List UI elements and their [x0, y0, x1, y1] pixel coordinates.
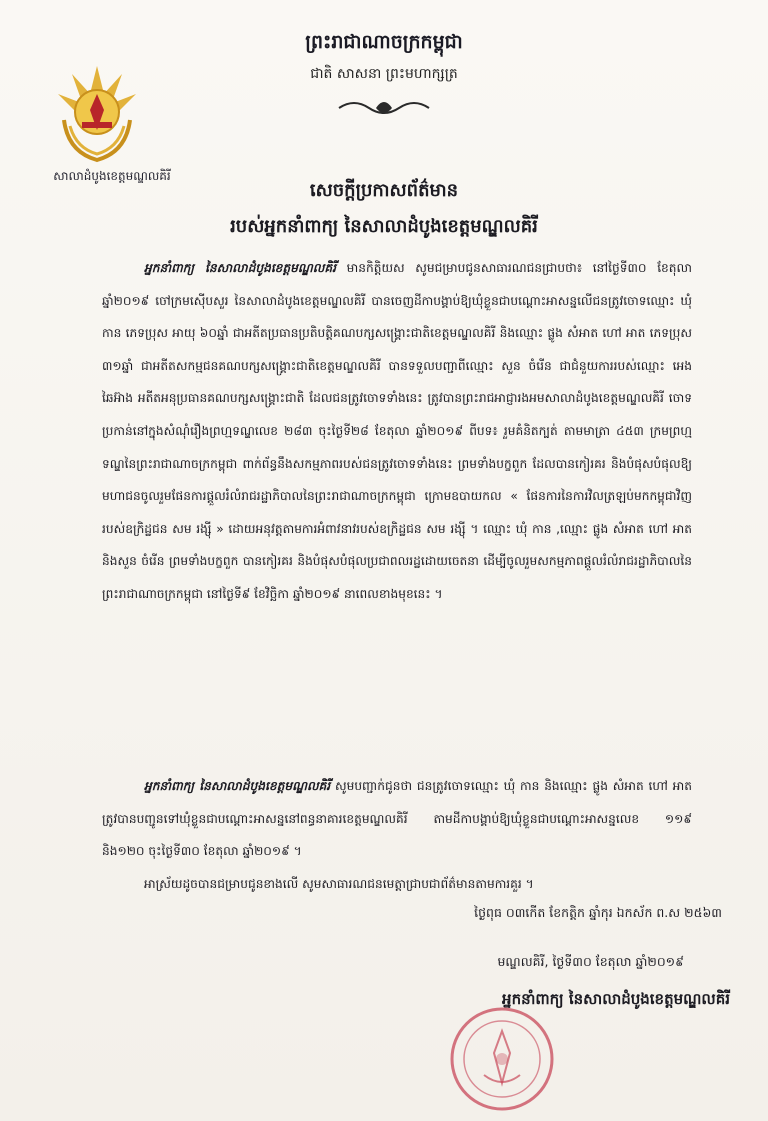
paragraph-3-text: អាស្រ័យដូចបានជម្រាបជូនខាងលើ សូមសាធារណជនមេត្តាជ្រាបជាព័ត៌មានតាមការគួរ ។ [144, 877, 534, 891]
document-subtitle: របស់អ្នកនាំពាក្យ នៃសាលាដំបូងខេត្តមណ្ឌលគិរី [230, 216, 538, 237]
signer-title: អ្នកនាំពាក្យ នៃសាលាដំបូងខេត្តមណ្ឌលគិរី [502, 990, 730, 1008]
court-label: សាលាដំបូងខេត្តមណ្ឌលគិរី [53, 169, 171, 183]
kingdom-heading: ព្រះរាជាណាចក្រកម្ពុជា [305, 31, 463, 53]
divider-ornament-icon [334, 96, 434, 120]
paragraph-2-text: សូមបញ្ជាក់ជូនថា ជនត្រូវចោទឈ្មោះ ឃុំ កាន និងឈ្មោះ ផ្លូង សំអាត ហៅ អាត ត្រូវបានបញ្ជូនទៅឃុំខ្លួនជាបណ្ដោះអាសន្ននៅពន្ធនាគារខេត្តមណ្ឌលគិរី តាមដីកាបង្គាប់ឱ្យឃុំខ្លួនជាបណ្ដោះអាសន្នលេខ ១១៩ និង១២០ ចុះថ្ងៃទី៣០ ខែតុលា ឆ្នាំ២០១៩ ។ [102, 779, 692, 859]
paragraph-1-lead: អ្នកនាំពាក្យ នៃសាលាដំបូងខេត្តមណ្ឌលគិរី [144, 261, 336, 275]
paragraph-3 [102, 868, 692, 901]
paragraph-1 [102, 252, 692, 611]
place-date: មណ្ឌលគិរី, ថ្ងៃទី៣០ ខែតុលា ឆ្នាំ២០១៩ [497, 954, 684, 969]
official-seal-stamp [448, 1005, 556, 1113]
lunar-date: ថ្ងៃពុធ ០៣កើត ខែកត្តិក ឆ្នាំកុរ ឯកស័ក ព.ស ២៥៦៣ [474, 905, 722, 920]
paragraph-2-lead: អ្នកនាំពាក្យ នៃសាលាដំបូងខេត្តមណ្ឌលគិរី [144, 779, 331, 793]
paragraph-2 [102, 770, 692, 868]
document-title: សេចក្ដីប្រកាសព័ត៌មាន [309, 180, 459, 201]
paragraph-1-text: មានកិត្តិយស សូមជម្រាបជូនសាធារណជនជ្រាបថា៖ នៅថ្ងៃទី៣០ ខែតុលា ឆ្នាំ២០១៩ ចៅក្រមស៊ើបសួរ នៃសាលាដំបូងខេត្តមណ្ឌលគិរី បានចេញដីកាបង្គាប់ឱ្យឃុំខ្លួនជាបណ្ដោះអាសន្នលើជនត្រូវចោទឈ្មោះ ឃុំ កាន ភេទប្រុស អាយុ ៦០ឆ្នាំ ជាអតីតប្រធានប្រតិបត្តិគណបក្សសង្គ្រោះជាតិខេត្តមណ្ឌលគិរី និងឈ្មោះ ផ្លូង សំអាត ហៅ អាត ភេទប្រុស ៣១ឆ្នាំ ជាអតីតសកម្មជនគណបក្សសង្គ្រោះជាតិខេត្តមណ្ឌលគិរី បានទទួលបញ្ជាពីឈ្មោះ សួន ចំរើន ជាជំនួយការរបស់ឈ្មោះ អេង ឆៃអ៊ាង អតីតអនុប្រធានគណបក្សសង្គ្រោះជាតិ ដែលជនត្រូវចោទទាំងនេះ ត្រូវបានព្រះរាជអាជ្ញារងអមសាលាដំបូងខេត្តមណ្ឌលគិរី ចោទប្រកាន់នៅក្នុងសំណុំរឿងព្រហ្មទណ្ឌលេខ ២៨៣ ចុះថ្ងៃទី២៨ ខែតុលា ឆ្នាំ២០១៩ ពីបទ៖ រួមគំនិតក្បត់ តាមមាត្រា ៤៥៣ ក្រមព្រហ្មទណ្ឌនៃព្រះរាជាណាចក្រកម្ពុជា ពាក់ព័ន្ធនឹងសកម្មភាពរបស់ជនត្រូវចោទទាំងនេះ ព្រមទាំងបក្ខពួក ដែលបានកៀរគរ និងបំផុសបំផុលឱ្យមហាជនចូលរួមផែនការផ្ដួលរំលំរាជរដ្ឋាភិបាលនៃព្រះរាជាណាចក្រកម្ពុជា ក្រោមឧបាយកល « ផែនការនៃការវិលត្រឡប់មកកម្ពុជាវិញរបស់ឧក្រិដ្ឋជន សម រង្ស៊ី » ដោយអនុវត្តតាមការអំពាវនាវរបស់ឧក្រិដ្ឋជន សម រង្ស៊ី ។ ឈ្មោះ ឃុំ កាន ,ឈ្មោះ ផ្លូង សំអាត ហៅ អាត និងសួន ចំរើន ព្រមទាំងបក្ខពួក បានកៀរគរ និងបំផុសបំផុលប្រជាពលរដ្ឋដោយចេតនា ដើម្បីចូលរួមសកម្មភាពផ្ដួលរំលំរាជរដ្ឋាភិបាលនៃព្រះរាជាណាចក្រកម្ពុជា នៅថ្ងៃទី៩ ខែវិច្ឆិកា ឆ្នាំ២០១៩ នាពេលខាងមុខនេះ ។ [102, 261, 693, 601]
national-motto: ជាតិ សាសនា ព្រះមហាក្សត្រ [310, 66, 458, 82]
